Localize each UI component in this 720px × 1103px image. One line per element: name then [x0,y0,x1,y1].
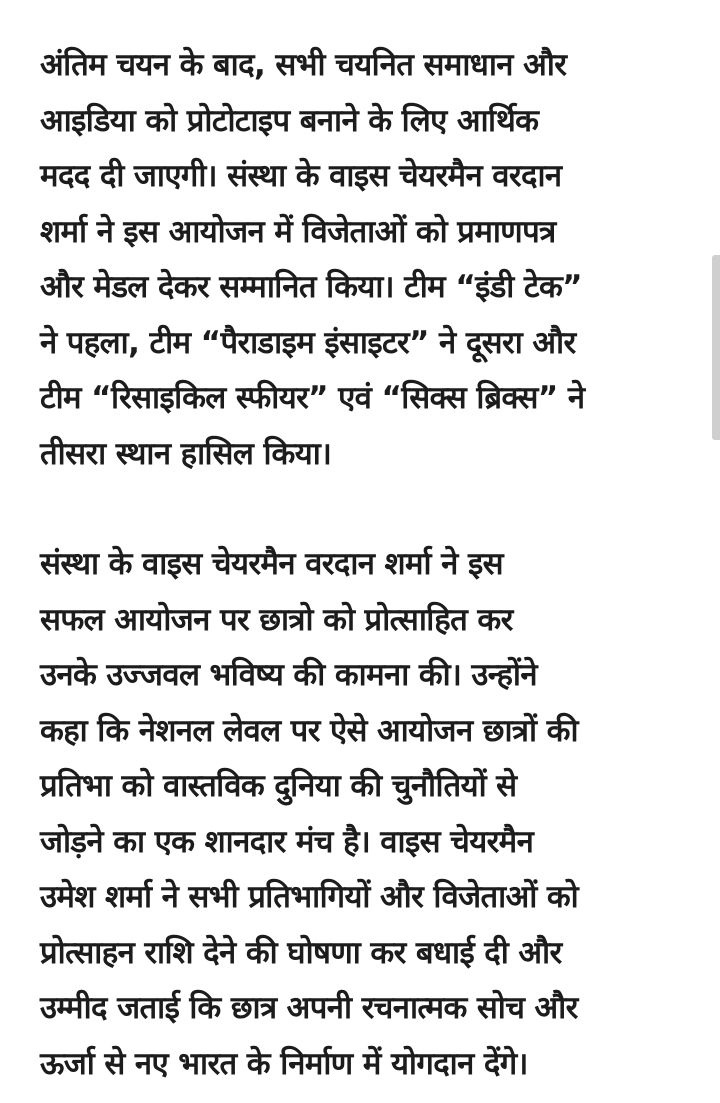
text-line: संस्था के वाइस चेयरमैन वरदान शर्मा ने इस [40,546,503,582]
text-line: शर्मा ने इस आयोजन में विजेताओं को प्रमाणपत्र [40,213,556,250]
text-line: कहा कि नेशनल लेवल पर ऐसे आयोजन छात्रों की [40,712,578,749]
article-body [40,38,690,1092]
paragraph-spacer [40,482,690,537]
scrollbar-thumb[interactable] [712,255,720,440]
text-line: उम्मीद जताई कि छात्र अपनी रचनात्मक सोच और [40,990,578,1026]
text-line: सफल आयोजन पर छात्रो को प्रोत्साहित कर [40,601,513,638]
paragraph-1 [40,38,690,482]
text-line: उमेश शर्मा ने सभी प्रतिभागियों और विजेताओं को [40,879,579,915]
text-line: और मेडल देकर सम्मानित किया। टीम “इंडी टेक” [40,269,582,305]
text-line: प्रतिभा को वास्तविक दुनिया की चुनौतियों से [40,768,517,804]
text-line: अंतिम चयन के बाद, सभी चयनित समाधान और [40,47,567,83]
text-line: ने पहला, टीम “पैराडाइम इंसाइटर” ने दूसरा और [40,324,576,361]
text-line: ऊर्जा से नए भारत के निर्माण में योगदान देंगे। [40,1045,528,1082]
text-line: जोड़ने का एक शानदार मंच है। वाइस चेयरमैन [40,823,534,860]
text-line: उनके उज्जवल भविष्य की कामना की। उन्होंने [40,657,537,693]
text-line: टीम “रिसाइकिल स्फीयर” एवं “सिक्स ब्रिक्स” ने [40,380,585,416]
paragraph-2 [40,537,690,1092]
text-line: मदद दी जाएगी। संस्था के वाइस चेयरमैन वरदान [40,158,562,194]
text-line: आइडिया को प्रोटोटाइप बनाने के लिए आर्थिक [40,102,539,139]
text-line: तीसरा स्थान हासिल किया। [40,435,332,472]
text-line: प्रोत्साहन राशि देने की घोषणा कर बधाई दी और [40,934,562,971]
